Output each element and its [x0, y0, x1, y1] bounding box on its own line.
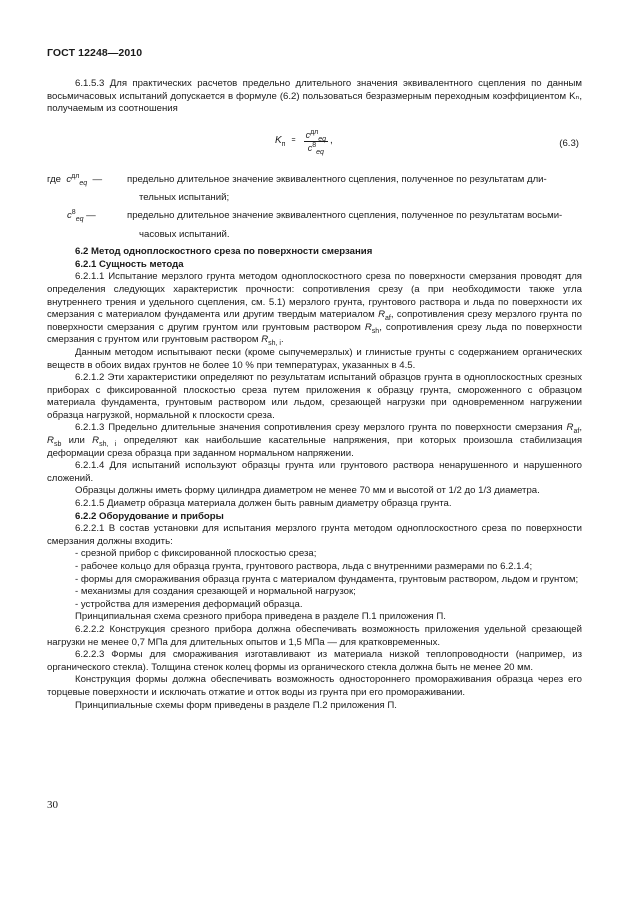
- paragraph-sands: Данным методом испытывают пески (кроме сыпучемерзлых) и глинистые грунты с содержанием органических веществ в обоих видах грунтов не более 10 % при температурах, указанных в 4.5.: [47, 346, 582, 371]
- list-item: - срезной прибор с фиксированной плоскостью среза;: [75, 548, 317, 560]
- definition-text: [127, 174, 582, 205]
- definition-symbol: $c^8_{eq}$ —: [67, 208, 96, 223]
- paragraph-6153: 6.1.5.3 Для практических расчетов предельно длительного значения эквивалентного сцепления по данным восьмичасовых испытаний допускается в формуле (6.2) пользоваться безразмерным переходным коэффициентом Kₙ, получаемым из соотношения: [47, 78, 582, 115]
- paragraph-scheme-1: Принципиальная схема срезного прибора приведена в разделе П.1 приложения П.: [75, 611, 446, 623]
- paragraph-6215: 6.2.1.5 Диаметр образца материала должен быть равным диаметру образца грунта.: [75, 498, 452, 510]
- list-item: - механизмы для создания срезающей и нормальной нагрузок;: [75, 586, 356, 598]
- paragraph-6222: 6.2.2.2 Конструкция срезного прибора должна обеспечивать возможность приложения удельной срезающей нагрузки не менее 0,7 МПа для длительных опытов и 1,5 МПа — для кратковременных.: [47, 623, 582, 648]
- formula-6-3: [47, 118, 582, 172]
- section-heading-6-2: 6.2 Метод одноплоскостного среза по поверхности смерзания: [75, 246, 373, 258]
- paragraph-scheme-2: Принципиальные схемы форм приведены в разделе П.2 приложения П.: [75, 699, 397, 711]
- paragraph-construction: Конструкция формы должна обеспечивать возможность одностороннего промораживания образца через его торцевые поверхности и исключать отжатие и отток воды из грунта при его промораживании.: [47, 674, 582, 698]
- formula-numerator: $c^{дл}_{eq}$: [305, 128, 327, 143]
- formula-lhs: $K_п$: [275, 134, 286, 148]
- definitions-list: [47, 174, 582, 241]
- list-item: - рабочее кольцо для образца грунта, грунтового раствора, льда с внутренними размерами по 6.2.1.4;: [75, 561, 533, 572]
- paragraph-6223: 6.2.2.3 Формы для смораживания изготавливают из материала низкой теплопроводности (например, из органического стекла). Толщина стенок колец формы из органического стекла должна быть не менее 20 мм.: [47, 649, 582, 673]
- formula-fraction: [304, 128, 328, 156]
- list-item: - устройства для измерения деформаций образца.: [75, 598, 303, 610]
- formula-comma: ,: [330, 134, 333, 146]
- definition-text-line: предельно длительное значение эквивалентного сцепления, полученное по результатам восьми-: [127, 209, 563, 221]
- definition-text-line: предельно длительное значение эквивалентного сцепления, полученное по результатам дли-: [127, 173, 547, 185]
- definition-item: [47, 174, 582, 205]
- page-number: 30: [47, 799, 58, 811]
- paragraph-6212: 6.2.1.2 Эти характеристики определяют по результатам испытаний образцов грунта в одноплоскостных срезных приборах с фиксированной плоскостью среза путем приложения к образцу грунта, смороженного с образцом материала фундамента, грунтовым раствором или льдом, срезающей нагрузки при одновременном нагружении образца нагрузкой, нормальной к плоскости среза.: [47, 372, 582, 421]
- subsection-heading-6-2-2: 6.2.2 Оборудование и приборы: [75, 510, 224, 522]
- formula-expression: [275, 128, 333, 156]
- definition-symbol: где $c^{дл}_{eq}$ —: [47, 172, 103, 187]
- definition-text-continuation: часовых испытаний.: [139, 228, 230, 240]
- paragraph-6221: 6.2.2.1 В состав установки для испытания мерзлого грунта методом одноплоскостного среза по поверхности смерзания должны входить:: [47, 523, 582, 547]
- paragraph-6211: 6.2.1.1 Испытание мерзлого грунта методом одноплоскостного среза по поверхности смерзания проводят для определения следующих характеристик прочности: сопротивления срезу (а при необходимости также угла внутреннего трения и удельного сцепления, см. 5.1) мерзлого грунта, грунтового раствора и льда по поверхности их смерзания с материалом фундамента или другим твердым материалом $R_{af}$, сопротивления срезу мерзлого грунта по поверхности смерзания с другим грунтом или грунтовым раствором $R_{sh}$, сопротивления срезу льда по поверхности смерзания с грунтом или грунтовым раствором $R_{sh, i}$.: [47, 271, 582, 348]
- definition-item: [47, 210, 582, 241]
- definition-text-continuation: тельных испытаний;: [139, 192, 230, 204]
- definition-text: [127, 210, 582, 241]
- document-body: [47, 78, 582, 712]
- equation-number: (6.3): [559, 137, 579, 149]
- formula-equals: =: [291, 136, 296, 144]
- formula-denominator: $c^8_{eq}$: [307, 141, 324, 156]
- list-item: - формы для смораживания образца грунта с материалом фундамента, грунтовым раствором, льдом и грунтом;: [75, 573, 579, 585]
- subsection-heading-6-2-1: 6.2.1 Сущность метода: [75, 258, 184, 270]
- document-header: ГОСТ 12248—2010: [47, 47, 143, 59]
- paragraph-6213: 6.2.1.3 Предельно длительные значения сопротивления срезу мерзлого грунта по поверхности смерзания $R_{af}$, $R_{sb}$ или $R_{sh, i}$ определяют как наибольшие касательные напряжения, при которых произошла стабилизация деформации среза образца при заданном нормальном напряжении.: [47, 422, 583, 459]
- paragraph-cylinder: Образцы должны иметь форму цилиндра диаметром не менее 70 мм и высотой от 1/2 до 1/3 диаметра.: [75, 485, 540, 497]
- paragraph-6214: 6.2.1.4 Для испытаний используют образцы грунта или грунтового раствора ненарушенного и нарушенного сложений.: [47, 460, 582, 484]
